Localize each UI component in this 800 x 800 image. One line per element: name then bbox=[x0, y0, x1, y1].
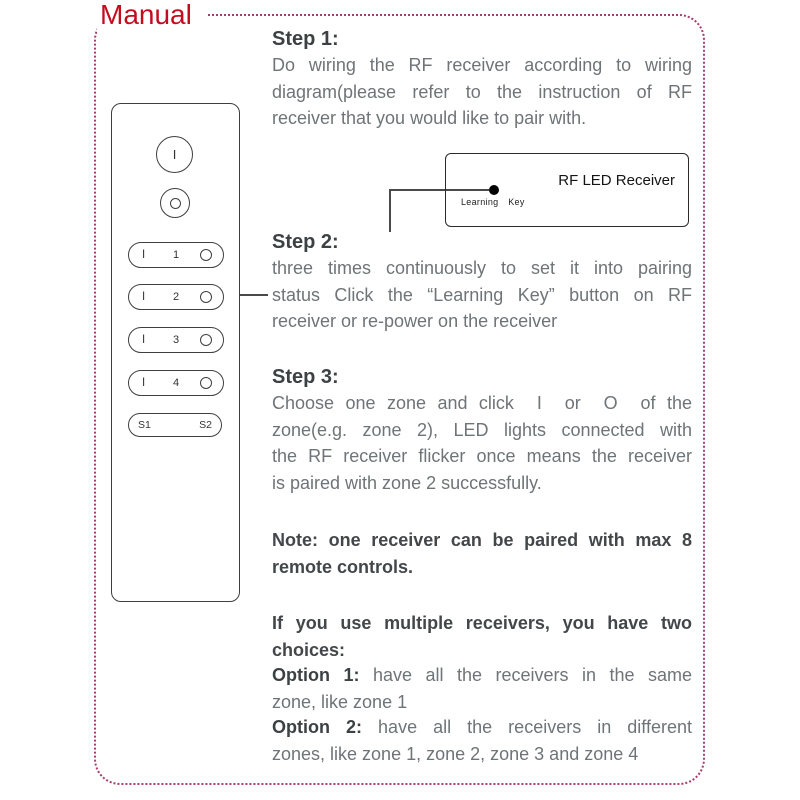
section-step1 bbox=[272, 26, 692, 132]
remote-s-row bbox=[128, 413, 222, 437]
section-note bbox=[272, 527, 692, 580]
choices-line: choices: bbox=[272, 639, 346, 660]
option2-line bbox=[272, 714, 692, 741]
s1-label: S1 bbox=[138, 419, 151, 431]
option2-label: Option 2: bbox=[272, 717, 363, 737]
zone2-number: 2 bbox=[172, 291, 180, 303]
option2-line: zones, like zone 1, zone 2, zone 3 and zone 4 bbox=[272, 743, 639, 764]
zone3-number: 3 bbox=[172, 334, 180, 346]
option1-text: have all the receivers in the same bbox=[372, 665, 692, 685]
o-circle-icon bbox=[200, 334, 212, 346]
section-option2 bbox=[272, 714, 692, 767]
step2-heading: Step 2: bbox=[272, 231, 339, 253]
step3-line: zone(e.g. zone 2), LED lights connected with bbox=[272, 419, 692, 440]
step3-heading: Step 3: bbox=[272, 366, 339, 388]
section-step2 bbox=[272, 229, 692, 335]
remote-control-diagram bbox=[111, 103, 240, 602]
o-circle-icon bbox=[200, 377, 212, 389]
step3-line: Choose one zone and click I or O of the bbox=[272, 393, 692, 413]
page-title: Manual bbox=[97, 0, 206, 36]
step2-line: status Click the “Learning Key” button on RF bbox=[272, 284, 692, 305]
section-choices bbox=[272, 610, 692, 663]
rf-receiver-diagram bbox=[445, 153, 689, 227]
zone2-on-label: I bbox=[142, 291, 146, 303]
option2-text: have all the receivers in different bbox=[378, 717, 692, 737]
o-circle-icon bbox=[200, 249, 212, 261]
remote-zone-row-1 bbox=[128, 242, 224, 268]
step1-line: diagram(please refer to the instruction of RF bbox=[272, 81, 692, 102]
remote-zone-row-4 bbox=[128, 370, 224, 396]
zone4-on-label: I bbox=[142, 377, 146, 389]
section-option1 bbox=[272, 662, 692, 715]
step1-line: Do wiring the RF receiver according to wiring bbox=[272, 55, 692, 75]
section-step3 bbox=[272, 364, 692, 496]
o-circle-icon bbox=[170, 198, 181, 209]
zone1-on-label: I bbox=[142, 249, 146, 261]
step2-line: three times continuously to set it into pairing bbox=[272, 258, 692, 278]
step2-line: receiver or re-power on the receiver bbox=[272, 311, 558, 331]
remote-zone-row-2 bbox=[128, 284, 224, 310]
remote-on-button bbox=[156, 136, 193, 173]
o-circle-icon bbox=[200, 291, 212, 303]
option1-label: Option 1: bbox=[272, 665, 360, 685]
option1-line: zone, like zone 1 bbox=[272, 691, 408, 712]
connector-learning-key-elbow bbox=[389, 189, 391, 232]
on-button-label: I bbox=[172, 147, 177, 162]
note-line: remote controls. bbox=[272, 556, 414, 577]
step1-heading: Step 1: bbox=[272, 28, 339, 50]
zone1-number: 1 bbox=[172, 249, 180, 261]
step1-line: receiver that you would like to pair with. bbox=[272, 108, 587, 128]
learning-key-label: Learning Key bbox=[461, 197, 525, 207]
receiver-title: RF LED Receiver bbox=[558, 172, 675, 189]
choices-line: If you use multiple receivers, you have two bbox=[272, 613, 692, 633]
zone4-number: 4 bbox=[172, 377, 180, 389]
option1-line bbox=[272, 662, 692, 689]
zone3-on-label: I bbox=[142, 334, 146, 346]
learning-key-dot bbox=[489, 185, 499, 195]
remote-zone-row-3 bbox=[128, 327, 224, 353]
step3-line: is paired with zone 2 successfully. bbox=[272, 472, 542, 493]
step3-line: the RF receiver flicker once means the receiver bbox=[272, 446, 692, 466]
remote-off-button bbox=[160, 188, 190, 218]
note-line: Note: one receiver can be paired with max 8 bbox=[272, 530, 692, 550]
s2-label: S2 bbox=[199, 419, 212, 431]
